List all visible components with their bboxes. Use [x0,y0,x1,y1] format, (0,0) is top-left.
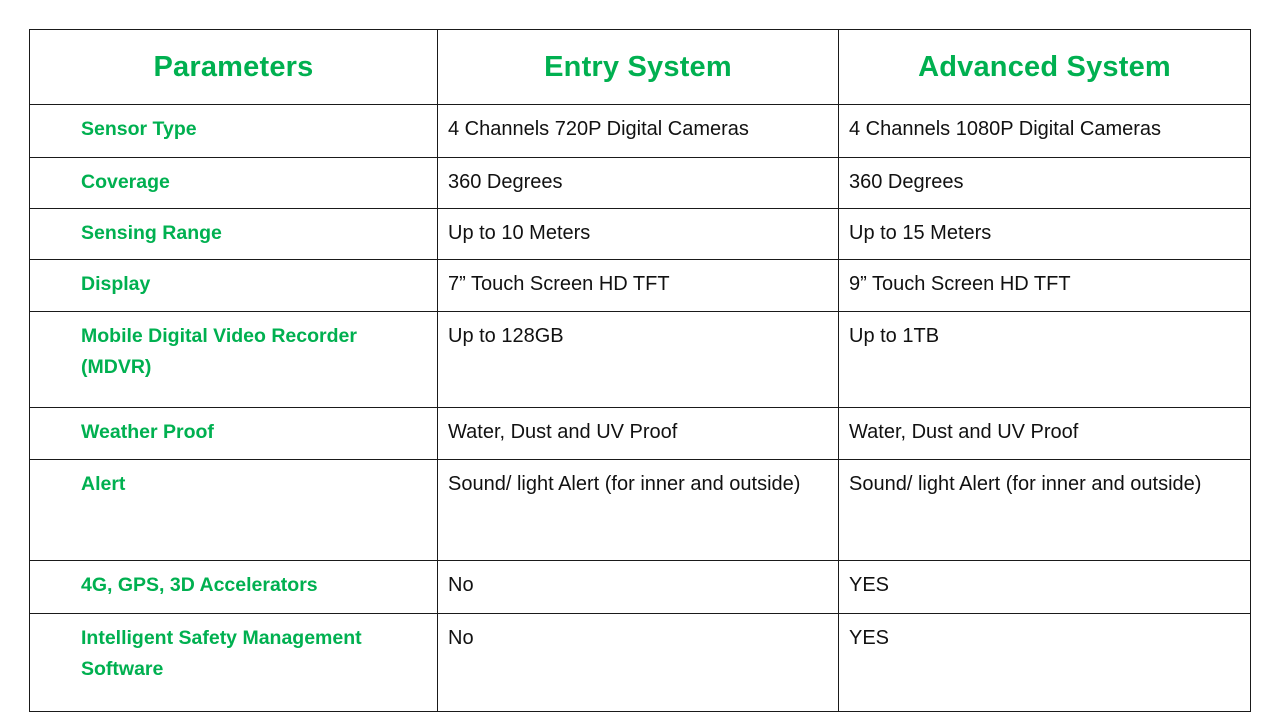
entry-value: 4 Channels 720P Digital Cameras [448,118,749,140]
table-row [30,312,1251,408]
advanced-value: Up to 1TB [849,325,940,347]
advanced-value: YES [849,627,890,649]
column-header-parameters [30,30,438,105]
table-row [30,408,1251,460]
table-row [30,614,1251,712]
table-row [30,260,1251,312]
table-row [30,105,1251,158]
column-header-entry-system [438,30,839,105]
parameter-cell [30,209,438,260]
entry-value-cell [438,408,839,460]
advanced-value: Sound/ light Alert (for inner and outside) [849,473,1202,495]
column-header-entry-system-label: Entry System [544,51,732,83]
parameter-cell [30,561,438,614]
parameter-label: Intelligent Safety Management Software [81,627,362,680]
advanced-value: 360 Degrees [849,171,964,193]
column-header-advanced-system [839,30,1251,105]
advanced-value-cell [839,260,1251,312]
advanced-value-cell [839,312,1251,408]
entry-value: No [448,574,474,596]
advanced-value: 9” Touch Screen HD TFT [849,273,1071,295]
advanced-value: Up to 15 Meters [849,222,992,244]
entry-value-cell [438,260,839,312]
advanced-value-cell [839,614,1251,712]
table-row [30,209,1251,260]
entry-value-cell [438,209,839,260]
entry-value: Sound/ light Alert (for inner and outside) [448,473,801,495]
entry-value-cell [438,312,839,408]
entry-value: Up to 10 Meters [448,222,591,244]
entry-value: 7” Touch Screen HD TFT [448,273,670,295]
advanced-value-cell [839,561,1251,614]
entry-value-cell [438,105,839,158]
advanced-value-cell [839,408,1251,460]
entry-value: Water, Dust and UV Proof [448,421,678,443]
parameter-cell [30,260,438,312]
parameter-label: Sensing Range [81,222,222,244]
entry-value-cell [438,158,839,209]
parameter-label: Coverage [81,171,170,193]
parameter-cell [30,158,438,209]
parameter-cell [30,408,438,460]
advanced-value: 4 Channels 1080P Digital Cameras [849,118,1162,140]
parameter-cell [30,105,438,158]
column-header-advanced-system-label: Advanced System [918,51,1171,83]
advanced-value-cell [839,158,1251,209]
advanced-value-cell [839,105,1251,158]
entry-value-cell [438,460,839,561]
advanced-value-cell [839,460,1251,561]
table-row [30,158,1251,209]
parameter-label: Display [81,273,151,295]
entry-value: No [448,627,474,649]
parameter-cell [30,614,438,712]
table-row [30,561,1251,614]
parameter-label: Sensor Type [81,118,197,140]
advanced-value: Water, Dust and UV Proof [849,421,1079,443]
entry-value: Up to 128GB [448,325,564,347]
parameter-cell [30,460,438,561]
entry-value: 360 Degrees [448,171,563,193]
parameter-label: Alert [81,473,126,495]
table-row [30,460,1251,561]
specification-comparison-table [29,29,1251,712]
advanced-value-cell [839,209,1251,260]
column-header-parameters-label: Parameters [153,51,314,83]
parameter-label: Mobile Digital Video Recorder (MDVR) [81,325,357,378]
entry-value-cell [438,614,839,712]
table-header-row [30,30,1251,105]
parameter-cell [30,312,438,408]
entry-value-cell [438,561,839,614]
parameter-label: Weather Proof [81,421,214,443]
parameter-label: 4G, GPS, 3D Accelerators [81,574,318,596]
advanced-value: YES [849,574,890,596]
